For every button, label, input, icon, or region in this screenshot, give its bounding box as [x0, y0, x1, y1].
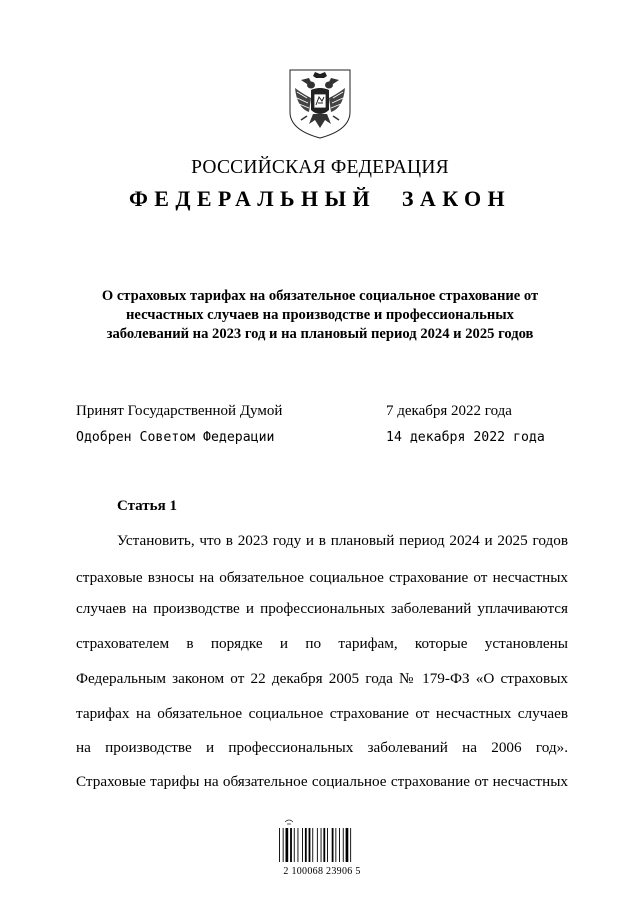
law-title [80, 287, 560, 344]
law-title-line: О страховых тарифах на обязательное социальное страхование от [101, 288, 539, 304]
article-text-line: Установить, что в 2023 году и в плановый период 2024 и 2025 годов [117, 532, 568, 549]
law-title-line: заболеваний на 2023 год и на плановый период 2024 и 2025 годов [106, 326, 534, 342]
article-text-line: страхователем в порядке и по тарифам, которые установлены [76, 635, 568, 652]
law-type-heading: ФЕДЕРАЛЬНЫЙ ЗАКОН [128, 186, 512, 211]
country-heading: РОССИЙСКАЯ ФЕДЕРАЦИЯ [191, 157, 449, 178]
barcode-number: 2 100068 23906 5 [283, 866, 361, 877]
adopting-body: Принят Государственной Думой [76, 403, 283, 419]
article-text-line: страховые взносы на обязательное социальное страхование от несчастных [76, 569, 568, 586]
article-text-line: на производстве и профессиональных заболеваний на 2006 год». [76, 739, 568, 756]
article-text-line: Федеральным законом от 22 декабря 2005 года № 179-ФЗ «О страховых [76, 670, 568, 687]
adoption-date: 7 декабря 2022 года [386, 403, 512, 419]
coat-of-arms-emblem [287, 68, 353, 140]
article-text-line: случаев на производстве и профессиональных заболеваний уплачиваются [76, 600, 568, 617]
law-title-line: несчастных случаев на производстве и профессиональных [126, 307, 514, 323]
article-heading: Статья 1 [117, 498, 177, 514]
article-text-line: Страховые тарифы на обязательное социальное страхование от несчастных [76, 773, 568, 790]
barcode [271, 818, 371, 888]
article-text-line: тарифах на обязательное социальное страхование от несчастных случаев [76, 705, 568, 722]
adopting-body: Одобрен Советом Федерации [76, 430, 275, 445]
adoption-date: 14 декабря 2022 года [386, 430, 545, 445]
